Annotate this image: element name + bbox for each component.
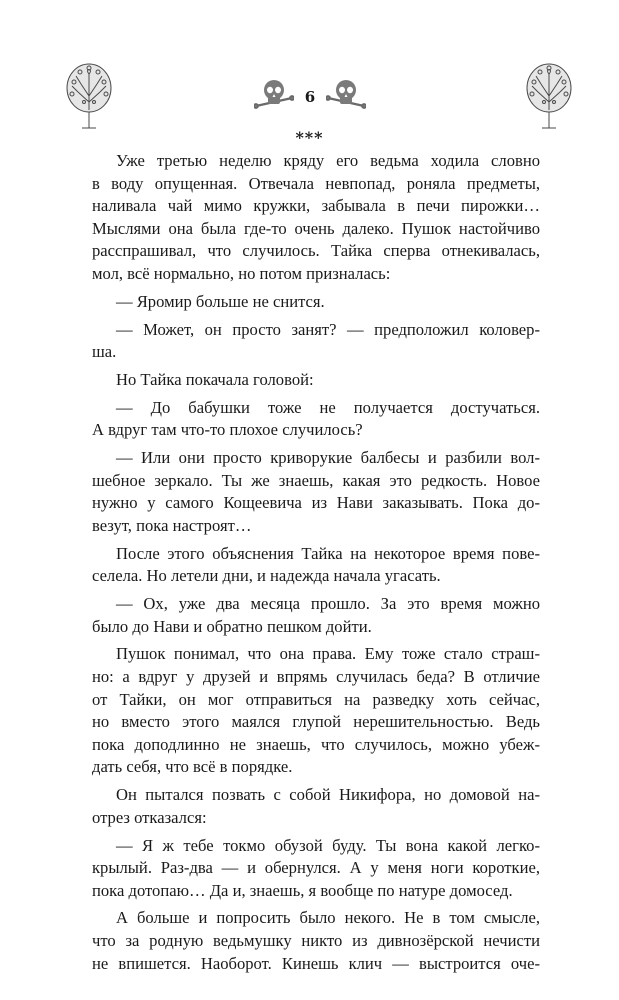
text-line: крылый. Раз-два — и обернулся. А у меня ноги короткие,	[92, 858, 540, 878]
text-line: пока дотопаю… Да и, знаешь, я вообще по натуре домосед.	[92, 880, 513, 900]
section-break: ***	[295, 128, 324, 147]
text-line: Но Тайка покачала головой:	[116, 369, 314, 389]
text-line: Мыслями она была где-то очень далеко. Пушок настойчиво	[92, 218, 540, 238]
paragraph	[92, 643, 540, 779]
text-line: в воду опущенная. Отвечала невпопад, роняла предметы,	[92, 173, 540, 193]
paragraph	[92, 835, 540, 903]
text-line: селела. Но летели дни, и надежда начала угасать.	[92, 566, 441, 586]
text-line: — Яромир больше не снится.	[116, 291, 325, 311]
text-line: дать себя, что всё в порядке.	[92, 757, 293, 777]
text-line: — До бабушки тоже не получается достучаться.	[116, 397, 540, 417]
text-line: было до Нави и обратно пешком дойти.	[92, 616, 372, 636]
text-line: — Или они просто криворукие балбесы и разбили вол-	[116, 448, 540, 468]
text-line: — Ох, уже два месяца прошло. За это время можно	[116, 594, 540, 613]
text-line: наливала чай мимо кружки, забывала в печи пирожки…	[92, 196, 540, 216]
body-text	[92, 150, 540, 975]
paragraph	[92, 543, 540, 588]
text-line: ша.	[92, 342, 117, 362]
text-line: Уже третью неделю кряду его ведьма ходила словно	[116, 151, 540, 170]
text-line: но вместо этого маялся глупой нерешительностью. Ведь	[92, 712, 540, 732]
text-line: расспрашивал, что случилось. Тайка сперва отнекивалась,	[92, 241, 540, 261]
text-line: После этого объяснения Тайка на некоторое время пове-	[116, 543, 540, 563]
paragraph	[92, 397, 540, 442]
paragraph	[92, 593, 540, 638]
text-line: от Тайки, он мог отправиться на разведку хоть сейчас,	[92, 689, 540, 709]
skull-crossbones-icon	[326, 76, 366, 112]
tree-icon	[64, 62, 114, 132]
paragraph	[92, 150, 540, 286]
paragraph	[92, 319, 540, 364]
paragraph	[92, 907, 540, 975]
text-line: что за родную ведьмушку никто из дивнозёрской нечисти	[92, 931, 540, 951]
text-line: не впишется. Наоборот. Кинешь клич — выстроится оче-	[92, 953, 540, 973]
text-line: А вдруг там что-то плохое случилось?	[92, 420, 363, 440]
paragraph	[92, 447, 540, 537]
tree-icon	[524, 62, 574, 132]
text-line: отрез отказался:	[92, 807, 207, 827]
paragraph	[92, 784, 540, 829]
text-line: нужно у самого Кощеевича из Нави заказывать. Пока до-	[92, 493, 540, 513]
paragraph	[92, 291, 540, 314]
text-line: — Может, он просто занят? — предположил коловер-	[116, 319, 540, 339]
text-line: — Я ж тебе токмо обузой буду. Ты вона какой легко-	[116, 835, 540, 855]
text-line: Он пытался позвать с собой Никифора, но домовой на-	[116, 785, 540, 805]
text-line: но: а вдруг у друзей и впрямь случилась беда? В отличие	[92, 666, 540, 686]
text-line: везут, пока настроят…	[92, 515, 252, 535]
text-line: мол, всё нормально, но потом призналась:	[92, 263, 391, 283]
page-number: 6	[304, 88, 316, 106]
text-line: пока доподлинно не знаешь, что случилось, можно убеж-	[92, 734, 540, 754]
page-header	[240, 70, 380, 116]
text-line: Пушок понимал, что она права. Ему тоже стало страш-	[116, 644, 540, 664]
paragraph	[92, 369, 540, 392]
text-line: шебное зеркало. Ты же знаешь, какая это редкость. Новое	[92, 470, 540, 490]
text-line: А больше и попросить было некого. Не в том смысле,	[116, 908, 540, 928]
